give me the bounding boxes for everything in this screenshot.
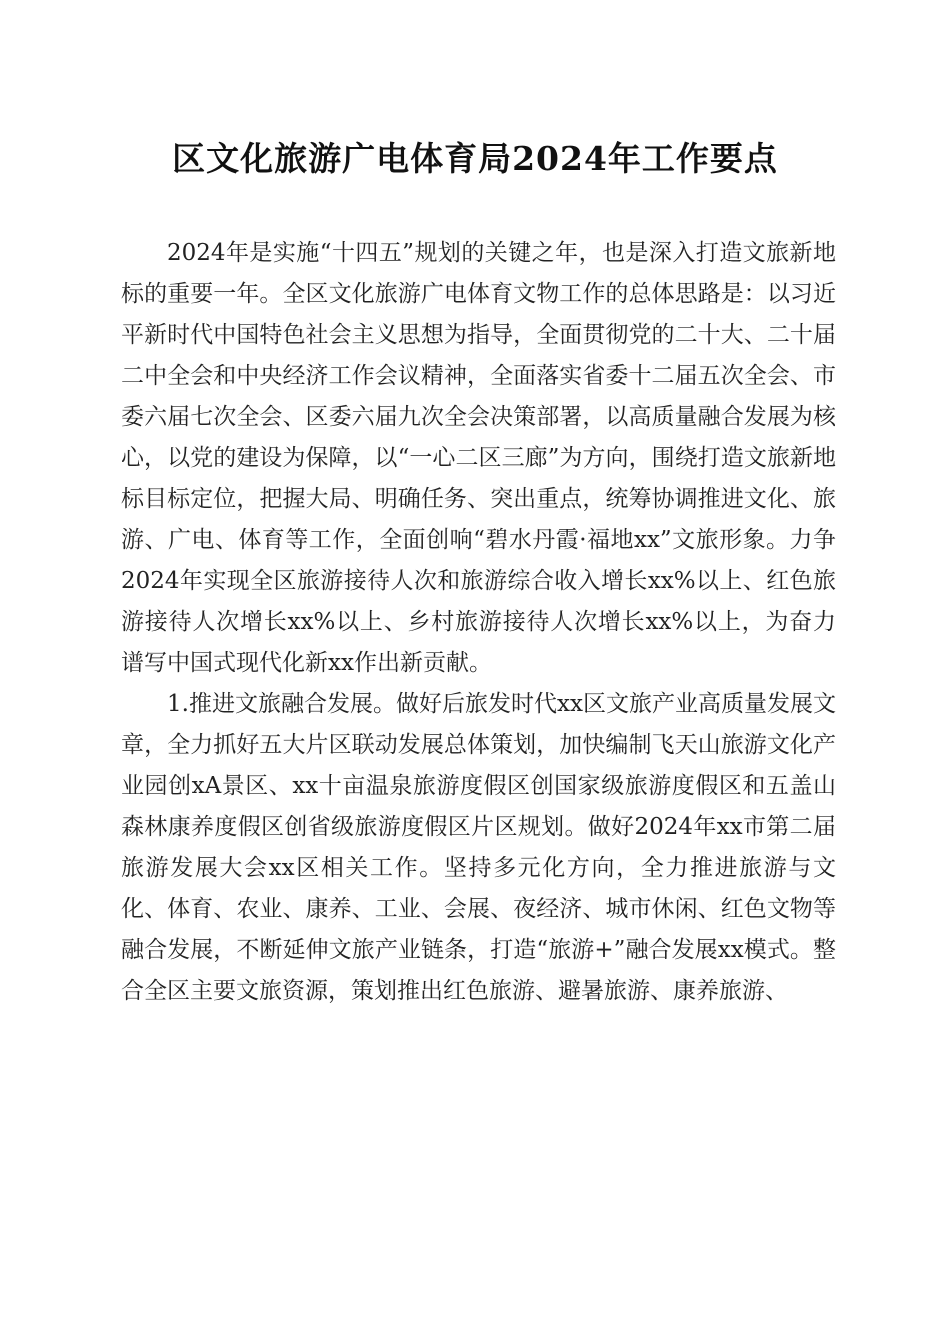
document-body — [121, 233, 836, 1012]
document-title: 区文化旅游广电体育局2024年工作要点 — [172, 139, 778, 178]
paragraph-overview: 2024年是实施“十四五”规划的关键之年，也是深入打造文旅新地标的重要一年。全区文化旅游广电体育文物工作的总体思路是：以习近平新时代中国特色社会主义思想为指导，全面贯彻党的二十大、二十届二中全会和中央经济工作会议精神，全面落实省委十二届五次全会、市委六届七次全会、区委六届九次全会决策部署，以高质量融合发展为核心，以党的建设为保障，以“一心二区三廊”为方向，围绕打造文旅新地标目标定位，把握大局、明确任务、突出重点，统筹协调推进文化、旅游、广电、体育等工作，全面创响“碧水丹霞·福地xx”文旅形象。力争2024年实现全区旅游接待人次和旅游综合收入增长xx%以上、红色旅游接待人次增长xx%以上、乡村旅游接待人次增长xx%以上，为奋力谱写中国式现代化新xx作出新贡献。 — [121, 240, 836, 676]
paragraph-item-1: 1.推进文旅融合发展。做好后旅发时代xx区文旅产业高质量发展文章，全力抓好五大片区联动发展总体策划，加快编制飞天山旅游文化产业园创xA景区、xx十亩温泉旅游度假区创国家级旅游度假区和五盖山森林康养度假区创省级旅游度假区片区规划。做好2024年xx市第二届旅游发展大会xx区相关工作。坚持多元化方向，全力推进旅游与文化、体育、农业、康养、工业、会展、夜经济、城市休闲、红色文物等融合发展，不断延伸文旅产业链条，打造“旅游+”融合发展xx模式。整合全区主要文旅资源，策划推出红色旅游、避暑旅游、康养旅游、 — [121, 691, 836, 1004]
